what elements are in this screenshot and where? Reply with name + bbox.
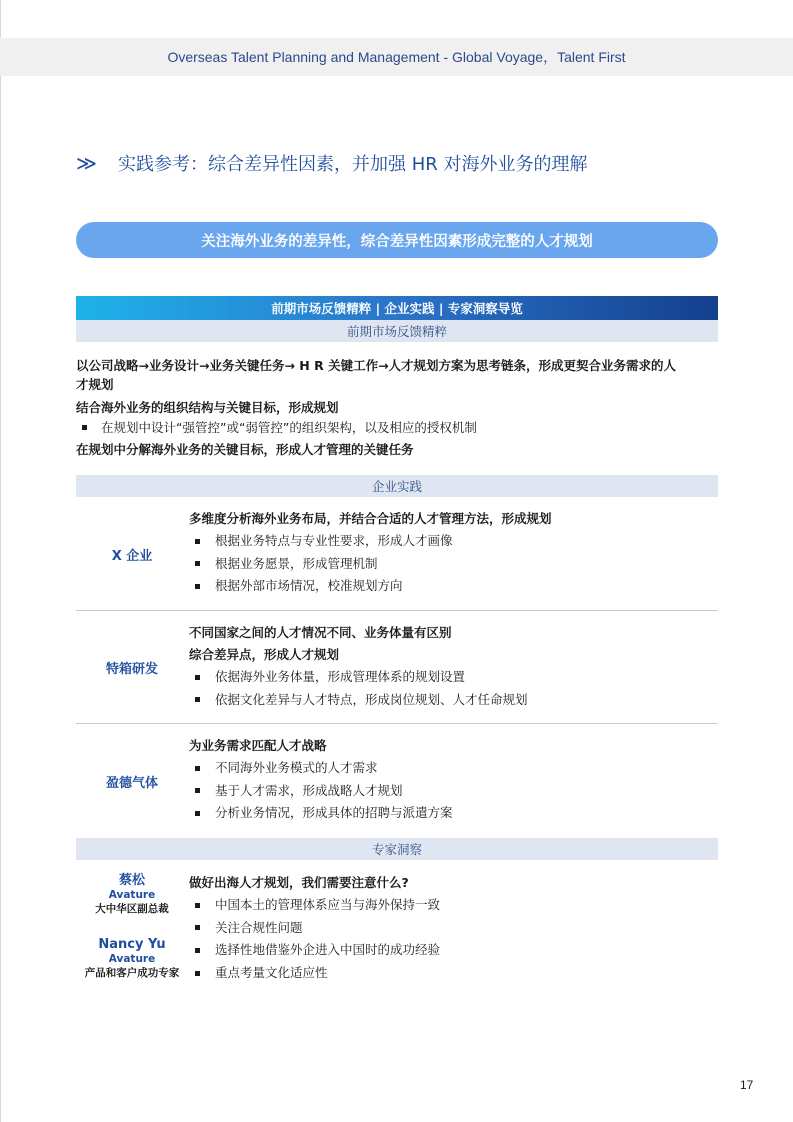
company-row <box>76 497 718 611</box>
list-item-text: 根据业务特点与专业性要求，形成人才画像 <box>215 533 453 548</box>
header-title: Overseas Talent Planning and Management - Global Voyage，Talent First <box>167 49 626 65</box>
list-item-text: 分析业务情况，形成具体的招聘与派遣方案 <box>215 805 453 821</box>
expert-org: Avature <box>108 889 156 901</box>
company-content <box>189 508 552 598</box>
bullet-square-icon <box>195 903 200 908</box>
mf-line-1b: 才规划 <box>76 377 114 392</box>
expert-title: 大中华区副总裁 <box>95 903 169 915</box>
expert-title: 产品和客户成功专家 <box>84 967 180 979</box>
market-feedback-label: 前期市场反馈精粹 <box>346 324 447 339</box>
page-left-border <box>0 0 1 1122</box>
company-heading: 多维度分析海外业务布局，并结合合适的人才管理方法，形成规划 <box>189 511 552 526</box>
bullet-square-icon <box>195 948 200 953</box>
mf-line-3: 在规划中分解海外业务的关键目标，形成人才管理的关键任务 <box>76 442 414 457</box>
company-row <box>76 724 718 838</box>
section-title-text: 实践参考：综合差异性因素，并加强 HR 对海外业务的理解 <box>118 154 588 175</box>
bullet-square-icon <box>195 539 200 544</box>
enterprise-practice-bar <box>76 475 718 497</box>
company-name: 盈德气体 <box>105 776 158 791</box>
company-heading: 综合差异点，形成人才规划 <box>189 647 340 662</box>
list-item-text: 依据文化差异与人才特点，形成岗位规划、人才任命规划 <box>215 691 528 707</box>
bullet-square-icon <box>195 561 200 566</box>
company-name: 特箱研发 <box>105 662 158 677</box>
bullet-square-icon <box>195 766 200 771</box>
key-message-banner <box>76 222 718 258</box>
expert-question: 做好出海人才规划，我们需要注意什么? <box>189 875 409 890</box>
list-item-text: 基于人才需求，形成战略人才规划 <box>215 782 403 798</box>
list-item <box>189 530 552 553</box>
company-content <box>189 622 528 711</box>
list-item-text: 依据海外业务体量，形成管理体系的规划设置 <box>215 669 466 684</box>
market-feedback-content <box>76 356 718 459</box>
bullet-square-icon <box>195 584 200 589</box>
list-item-text: 关注合规性问题 <box>215 919 303 935</box>
list-item <box>189 780 453 803</box>
list-item-text: 根据外部市场情况，校准规划方向 <box>215 578 403 594</box>
section-title <box>76 150 587 176</box>
mf-bullet-text: 在规划中设计“强管控”或“弱管控”的组织架构，以及相应的授权机制 <box>101 420 477 435</box>
company-heading: 不同国家之间的人才情况不同、业务体量有区别 <box>189 625 452 640</box>
list-item <box>189 575 552 598</box>
company-content <box>189 735 453 825</box>
expert-content <box>189 872 440 984</box>
bullet-square-icon <box>195 925 200 930</box>
expert-org: Avature <box>108 953 156 965</box>
list-item <box>189 757 453 780</box>
market-feedback-bar <box>76 320 718 342</box>
mf-line-2: 结合海外业务的组织结构与关键目标，形成规划 <box>76 400 339 415</box>
double-chevron-icon: ≫ <box>76 151 97 175</box>
company-heading: 为业务需求匹配人才战略 <box>189 738 327 753</box>
list-item <box>189 689 528 712</box>
list-item <box>189 894 440 917</box>
expert-card <box>76 872 188 916</box>
list-item <box>189 553 552 576</box>
enterprise-practice-label: 企业实践 <box>371 479 422 494</box>
list-item <box>189 962 440 985</box>
company-name: X 企业 <box>111 549 153 564</box>
list-item <box>189 666 528 689</box>
list-item <box>189 802 453 825</box>
list-item-text: 中国本土的管理体系应当与海外保持一致 <box>215 897 441 912</box>
bullet-square-icon <box>195 697 200 702</box>
expert-name: Nancy Yu <box>98 937 166 952</box>
bullet-square-icon <box>195 811 200 816</box>
list-item-text: 选择性地借鉴外企进入中国时的成功经验 <box>215 942 441 958</box>
list-item <box>189 917 440 940</box>
expert-insight-label: 专家洞察 <box>371 842 422 857</box>
bullet-square-icon <box>195 788 200 793</box>
running-header <box>0 38 793 76</box>
company-row <box>76 611 718 724</box>
list-item-text: 不同海外业务模式的人才需求 <box>215 760 378 775</box>
mf-line-1: 以公司战略→业务设计→业务关键任务→ H R 关键工作→人才规划方案为思考链条，形成更契合业务需求的人 <box>76 358 677 373</box>
page-number: 17 <box>740 1078 754 1092</box>
list-item <box>76 417 718 438</box>
table-title: 前期市场反馈精粹 | 企业实践 | 专家洞察导览 <box>271 301 523 316</box>
list-item <box>189 939 440 962</box>
banner-text: 关注海外业务的差异性，综合差异性因素形成完整的人才规划 <box>201 233 593 250</box>
expert-name: 蔡松 <box>118 873 145 888</box>
expert-card <box>76 936 188 980</box>
list-item-text: 根据业务愿景，形成管理机制 <box>215 555 378 571</box>
bullet-square-icon <box>82 425 87 430</box>
table-title-bar <box>76 296 718 320</box>
bullet-square-icon <box>195 675 200 680</box>
bullet-square-icon <box>195 971 200 976</box>
expert-insight-bar <box>76 838 718 860</box>
list-item-text: 重点考量文化适应性 <box>215 964 328 980</box>
